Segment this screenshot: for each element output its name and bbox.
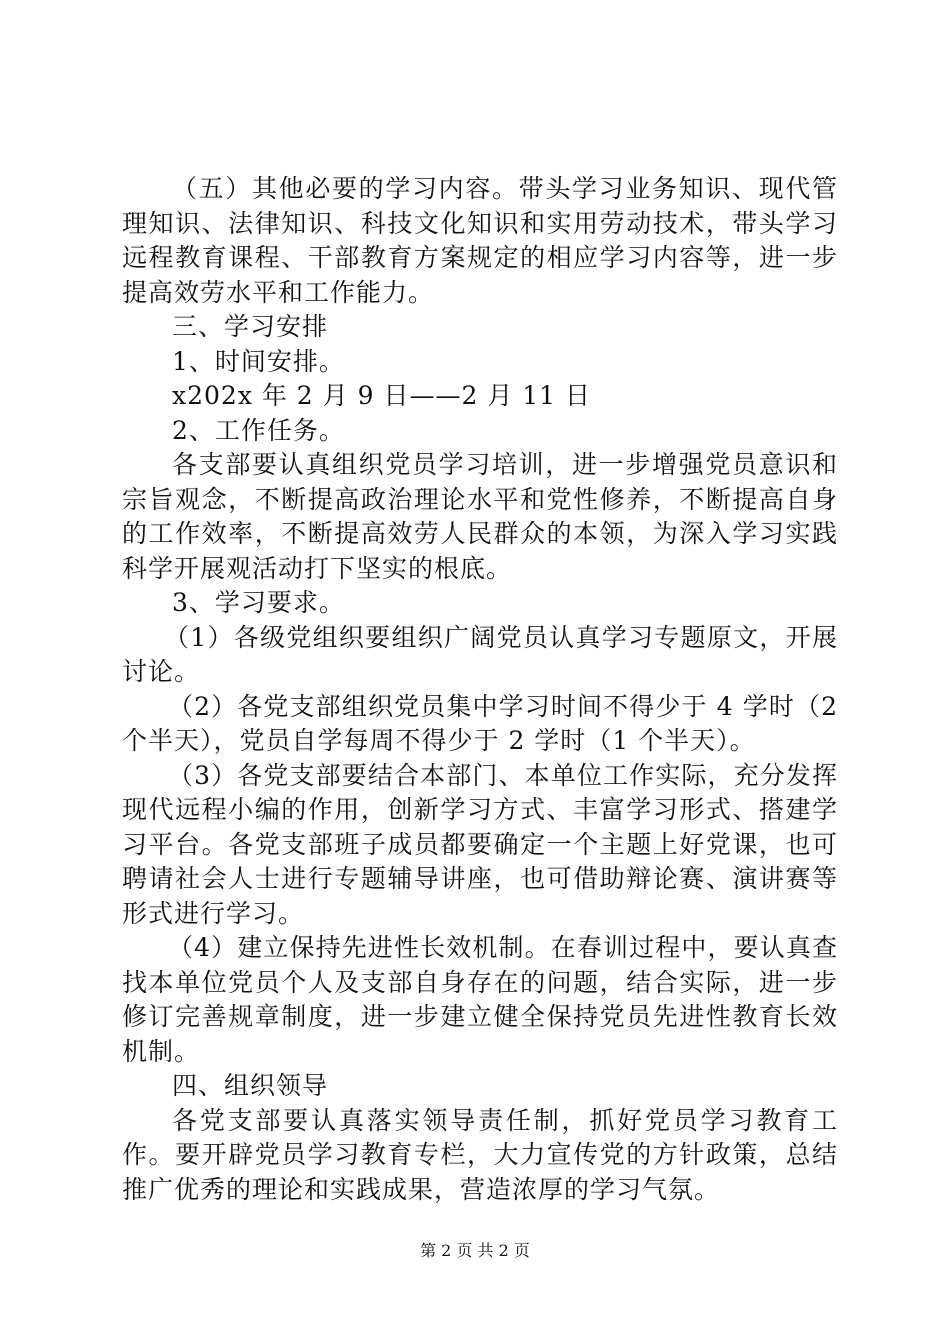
heading-study-arrangement: 三、学习安排 — [172, 312, 329, 341]
paragraph-work-tasks: 各支部要认真组织党员学习培训，进一步增强党员意识和宗旨观念，不断提高政治理论水平和党性修养，不断提高自身的工作效率，不断提高效劳人民群众的本领，为深入学习实践科学开展观活动打下坚实的根底。 — [122, 450, 838, 583]
page-number-footer: 第 2 页 共 2 页 — [420, 1241, 530, 1260]
paragraph-other-study-content: （五）其他必要的学习内容。带头学习业务知识、现代管理知识、法律知识、科技文化知识和实用劳动技术，带头学习远程教育课程、干部教育方案规定的相应学习内容等，进一步提高效劳水平和工作能力。 — [122, 174, 838, 307]
paragraph-date-range: x202x 年 2 月 9 日——2 月 11 日 — [172, 381, 592, 410]
paragraph-requirement-3: （3）各党支部要结合本部门、本单位工作实际，充分发挥现代远程小编的作用，创新学习方式、丰富学习形式、搭建学习平台。各党支部班子成员都要确定一个主题上好党课，也可聘请社会人士进行专题辅导讲座，也可借助辩论赛、演讲赛等形式进行学习。 — [122, 760, 838, 928]
subheading-time-arrangement: 1、时间安排。 — [172, 346, 345, 376]
heading-organization-leadership: 四、组织领导 — [172, 1071, 329, 1100]
document-body — [122, 172, 838, 1207]
paragraph-requirement-1: （1）各级党组织要组织广阔党员认真学习专题原文，开展讨论。 — [122, 622, 838, 686]
paragraph-requirement-4: （4）建立保持先进性长效机制。在春训过程中，要认真查找本单位党员个人及支部自身存在的问题，结合实际，进一步修订完善规章制度，进一步建立健全保持党员先进性教育长效机制。 — [122, 933, 838, 1066]
paragraph-requirement-2: （2）各党支部组织党员集中学习时间不得少于 4 学时（2 个半天），党员自学每周不得少于 2 学时（1 个半天）。 — [122, 691, 838, 755]
subheading-work-tasks: 2、工作任务。 — [172, 415, 345, 445]
subheading-study-requirements: 3、学习要求。 — [172, 588, 345, 617]
paragraph-organization-leadership: 各党支部要认真落实领导责任制，抓好党员学习教育工作。要开辟党员学习教育专栏，大力宣传党的方针政策，总结推广优秀的理论和实践成果，营造浓厚的学习气氛。 — [122, 1105, 838, 1204]
